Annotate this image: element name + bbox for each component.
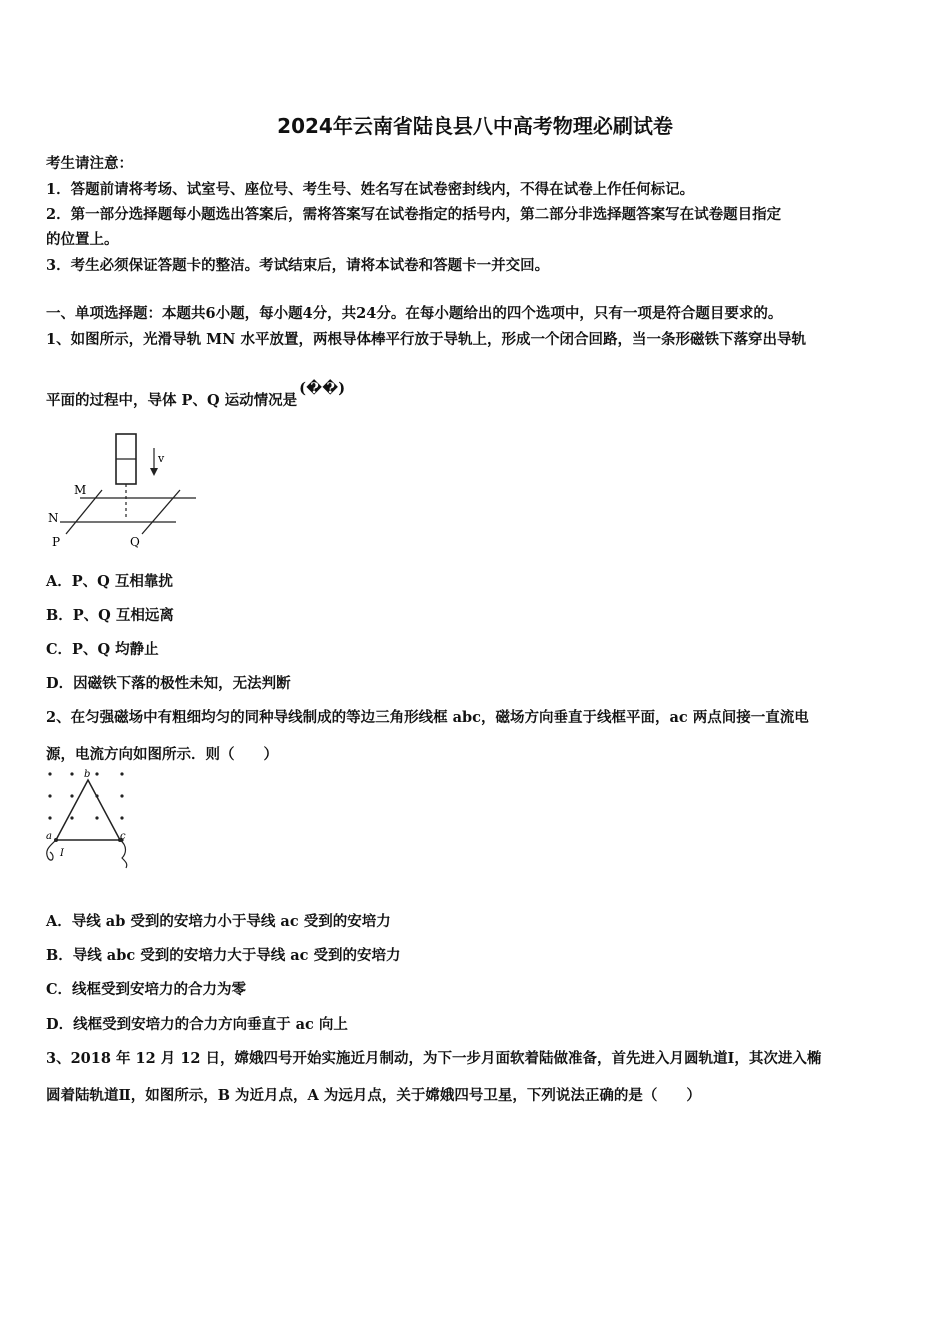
question-2-option-a: A．导线 ab 受到的安培力小于导线 ac 受到的安培力 (46, 913, 391, 930)
question-1-line-1: 1、如图所示，光滑导轨 MN 水平放置，两根导体棒平行放于导轨上，形成一个闭合回路，当一条形磁铁下落穿出导轨 (46, 331, 806, 348)
question-3-line-2: 圆着陆轨道Ⅱ，如图所示，B 为近月点，A 为远月点，关于嫦娥四号卫星，下列说法正确的是（ ） (46, 1087, 701, 1104)
question-1-option-a: A．P、Q 互相靠扰 (46, 573, 173, 590)
label-b: b (84, 769, 91, 780)
label-q: Q (130, 535, 140, 549)
label-v: v (158, 452, 165, 465)
question-1-option-d: D．因磁铁下落的极性未知，无法判断 (46, 675, 291, 692)
notice-item-2: 2．第一部分选择题每小题选出答案后，需将答案写在试卷指定的括号内，第二部分非选择题答案写在试卷题目指定 (46, 206, 782, 223)
question-2-option-d: D．线框受到安培力的合力方向垂直于 ac 向上 (46, 1016, 348, 1033)
triangle-frame (56, 780, 120, 840)
question-2-figure (42, 766, 134, 870)
question-2-line-1: 2、在匀强磁场中有粗细均匀的同种导线制成的等边三角形线框 abc，磁场方向垂直于线框平面，ac 两点间接一直流电 (46, 709, 809, 726)
question-1-stem: 平面的过程中，导体 P、Q 运动情况是 (46, 392, 298, 409)
label-c: c (120, 831, 126, 842)
label-p: P (52, 535, 61, 549)
answer-blank: (��) (299, 380, 346, 397)
page-title: 2024年云南省陆良县八中高考物理必刷试卷 (277, 114, 673, 138)
lead-right (120, 840, 127, 868)
rod-q (142, 490, 180, 534)
label-n: N (48, 511, 59, 525)
question-1-line-2 (46, 380, 346, 410)
question-1-figure (44, 430, 204, 552)
notice-item-3: 3．考生必须保证答题卡的整洁。考试结束后，请将本试卷和答题卡一并交回。 (46, 257, 550, 274)
question-3-line-1: 3、2018 年 12 月 12 日，嫦娥四号开始实施近月制动，为下一步月面软着陆做准备，首先进入月圆轨道Ⅰ，其次进入椭 (46, 1050, 822, 1067)
question-2-option-c: C．线框受到安培力的合力为零 (46, 981, 247, 998)
section-heading: 一、单项选择题：本题共6小题，每小题4分，共24分。在每小题给出的四个选项中，只有一项是符合题目要求的。 (46, 305, 783, 322)
label-i: I (60, 848, 64, 859)
lead-left (47, 840, 56, 860)
question-2-option-b: B．导线 abc 受到的安培力大于导线 ac 受到的安培力 (46, 947, 401, 964)
label-a: a (46, 831, 52, 842)
notice-item-2-cont: 的位置上。 (46, 231, 119, 248)
question-1-option-c: C．P、Q 均静止 (46, 641, 159, 658)
notice-heading: 考生请注意： (46, 155, 133, 172)
label-m: M (74, 483, 87, 497)
notice-item-1: 1．答题前请将考场、试室号、座位号、考生号、姓名写在试卷密封线内，不得在试卷上作任何标记。 (46, 181, 695, 198)
question-2-line-2: 源，电流方向如图所示．则（ ） (46, 746, 278, 763)
velocity-arrowhead (150, 468, 158, 476)
question-1-option-b: B．P、Q 互相远离 (46, 607, 174, 624)
